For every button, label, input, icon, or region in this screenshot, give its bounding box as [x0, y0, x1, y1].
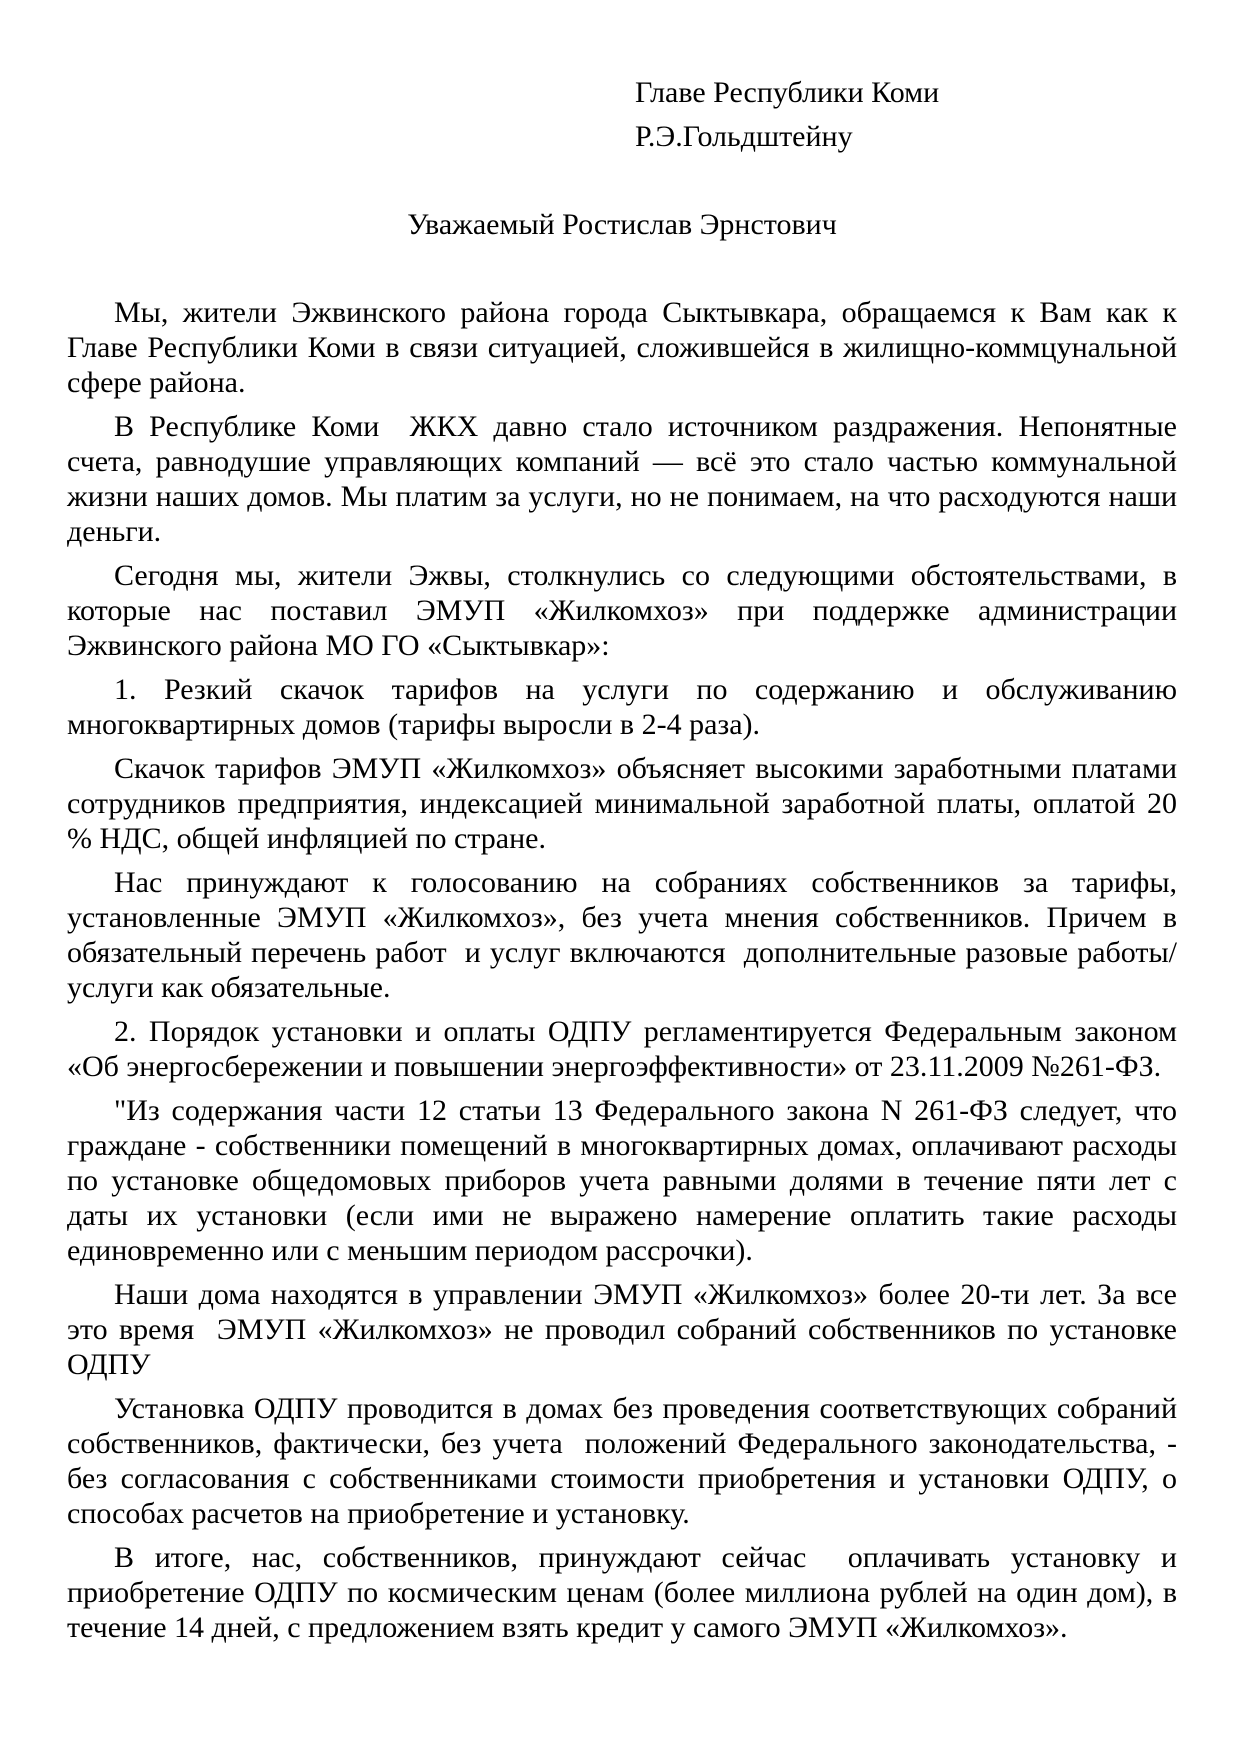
- recipient-line-name: Р.Э.Гольдштейну: [635, 120, 853, 153]
- recipient-block: [635, 75, 1177, 154]
- body-paragraph: Наши дома находятся в управлении ЭМУП «Жилкомхоз» более 20-ти лет. За все это время ЭМУП «Жилкомхоз» не проводил собраний собственников по установке ОДПУ: [67, 1278, 1185, 1381]
- body-paragraph: Установка ОДПУ проводится в домах без проведения соответствующих собраний собственников, фактически, без учета положений Федерального законодательства, - без согласования с собственниками стоимости приобретения и установки ОДПУ, о способах расчетов на приобретение и установку.: [67, 1392, 1185, 1530]
- body-paragraph: Сегодня мы, жители Эжвы, столкнулись со следующими обстоятельствами, в которые нас поставил ЭМУП «Жилкомхоз» при поддержке администрации Эжвинского района МО ГО «Сыктывкар»:: [67, 559, 1185, 662]
- body-paragraph: Скачок тарифов ЭМУП «Жилкомхоз» объясняет высокими заработными платами сотрудников предприятия, индексацией минимальной заработной платы, оплатой 20 % НДС, общей инфляцией по стране.: [67, 752, 1185, 855]
- recipient-line-title: Главе Республики Коми: [635, 76, 940, 109]
- salutation: Уважаемый Ростислав Эрнстович: [407, 208, 837, 241]
- blank-line: [67, 251, 1177, 295]
- body-paragraph: В итоге, нас, собственников, принуждают сейчас оплачивать установку и приобретение ОДПУ по космическим ценам (более миллиона рублей на один дом), в течение 14 дней, с предложением взять кредит у самого ЭМУП «Жилкомхоз».: [67, 1541, 1185, 1644]
- body-paragraph: 1. Резкий скачок тарифов на услуги по содержанию и обслуживанию многоквартирных домов (тарифы выросли в 2-4 раза).: [67, 673, 1185, 741]
- body-paragraph: 2. Порядок установки и оплаты ОДПУ регламентируется Федеральным законом «Об энергосбережении и повышении энергоэффективности» от 23.11.2009 №261-ФЗ.: [67, 1015, 1185, 1083]
- body-paragraph: "Из содержания части 12 статьи 13 Федерального закона N 261-ФЗ следует, что граждане - собственники помещений в многоквартирных домах, оплачивают расходы по установке общедомовых приборов учета равными долями в течение пяти лет с даты их установки (если ими не выражено намерение оплатить такие расходы единовременно или с меньшим периодом рассрочки).: [67, 1094, 1185, 1267]
- letter-body: [67, 295, 1185, 1645]
- body-paragraph: Нас принуждают к голосованию на собраниях собственников за тарифы, установленные ЭМУП «Жилкомхоз», без учета мнения собственников. Причем в обязательный перечень работ и услуг включаются дополнительные разовые работы/ услуги как обязательные.: [67, 866, 1185, 1004]
- blank-line: [67, 163, 1177, 207]
- body-paragraph: Мы, жители Эжвинского района города Сыктывкара, обращаемся к Вам как к Главе Республики Коми в связи ситуацией, сложившейся в жилищно-коммцунальной сфере района.: [67, 296, 1185, 399]
- body-paragraph: В Республике Коми ЖКХ давно стало источником раздражения. Непонятные счета, равнодушие управляющих компаний — всё это стало частью коммунальной жизни наших домов. Мы платим за услуги, но не понимаем, на что расходуются наши деньги.: [67, 410, 1185, 548]
